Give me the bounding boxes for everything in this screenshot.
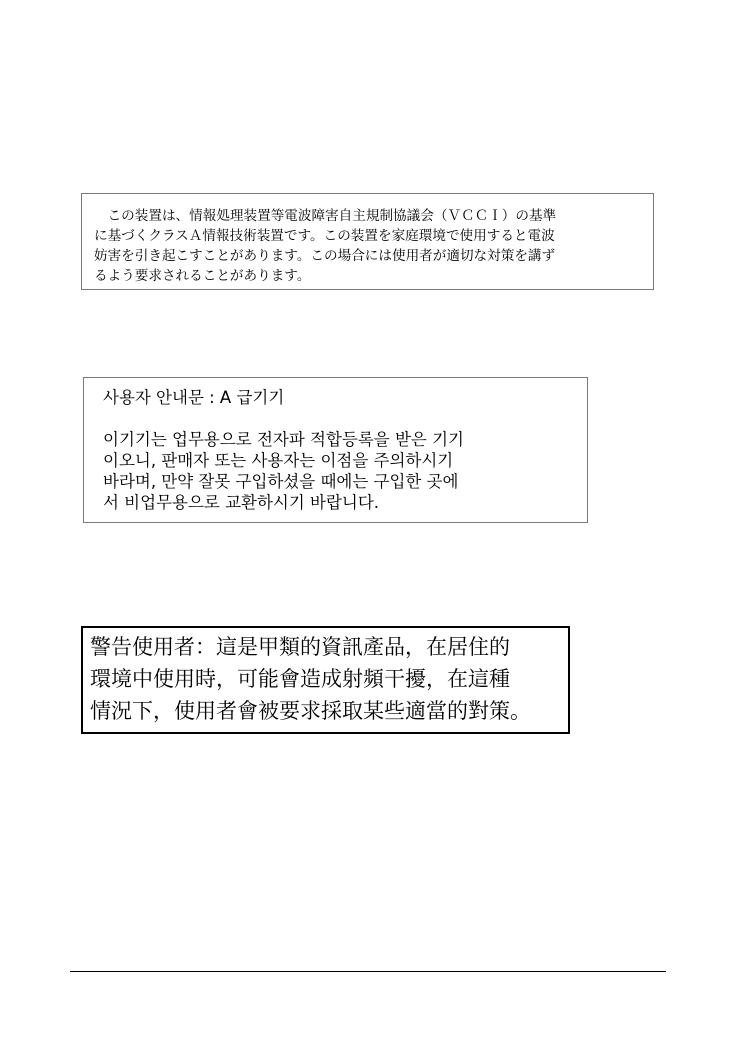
ko-notice-line-1: 이기기는 업무용으로 전자파 적합등록을 받은 기기 <box>103 430 464 449</box>
ja-notice-line-3: 妨害を引き起こすことがあります。この場合には使用者が適切な対策を講ず <box>94 248 556 264</box>
ko-notice-title: 사용자 안내문 : A 급기기 <box>103 388 285 407</box>
zh-notice-line-3: 情況下，使用者會被要求採取某些適當的對策。 <box>90 699 531 723</box>
ja-notice-line-2: に基づくクラスＡ情報技術装置です。この装置を家庭環境で使用すると電波 <box>94 228 555 244</box>
zh-notice-line-1: 警告使用者：這是甲類的資訊產品，在居住的 <box>90 635 510 659</box>
vcci-japanese-notice <box>81 193 654 290</box>
korean-user-notice <box>83 377 588 523</box>
ko-notice-line-4: 서 비업무용으로 교환하시기 바랍니다. <box>103 493 380 512</box>
footer-rule <box>70 971 666 972</box>
zh-notice-line-2: 環境中使用時，可能會造成射頻干擾，在這種 <box>90 667 510 691</box>
ja-notice-line-4: るよう要求されることがあります。 <box>94 268 311 284</box>
ja-notice-line-1: この装置は、情報処理装置等電波障害自主規制協議会（ＶＣＣＩ）の基準 <box>94 208 557 224</box>
ko-notice-line-3: 바라며, 만약 잘못 구입하셨을 때에는 구입한 곳에 <box>103 472 459 491</box>
ko-notice-line-2: 이오니, 판매자 또는 사용자는 이점을 주의하시기 <box>103 451 454 470</box>
chinese-warning-notice <box>81 626 570 734</box>
